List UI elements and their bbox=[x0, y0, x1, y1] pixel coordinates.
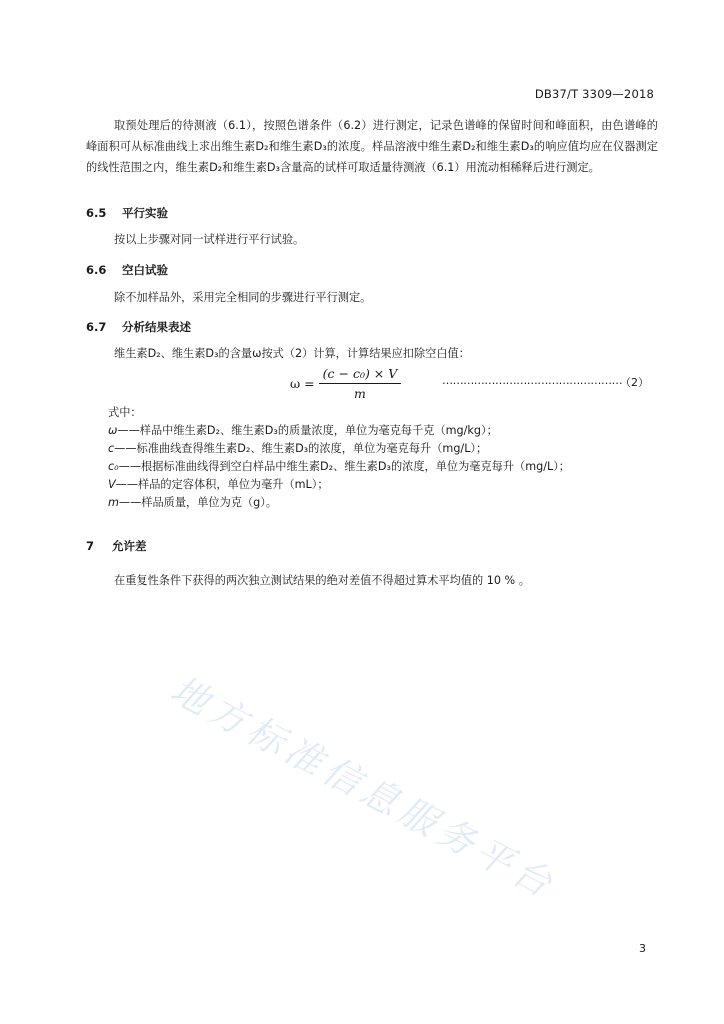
equation-lhs: ω = bbox=[290, 375, 315, 391]
where-label: 式中： bbox=[108, 406, 142, 419]
section-number: 6.6 bbox=[86, 263, 107, 277]
section-heading-6-5 bbox=[86, 205, 168, 221]
equation-fraction bbox=[319, 366, 402, 401]
section-body-6-7: 维生素D₂、维生素D₃的含量ω按式（2）计算，计算结果应扣除空白值： bbox=[114, 347, 470, 360]
equation-2 bbox=[290, 363, 401, 403]
equation-denominator: m bbox=[354, 385, 366, 401]
section-heading-6-7 bbox=[86, 319, 191, 335]
section-number: 6.5 bbox=[86, 206, 107, 220]
where-item bbox=[108, 422, 498, 438]
section-title: 平行实验 bbox=[122, 206, 169, 220]
where-item bbox=[108, 458, 570, 474]
section-body-6-5: 按以上步骤对同一试样进行平行试验。 bbox=[114, 233, 305, 246]
where-item bbox=[108, 440, 487, 456]
where-symbol: m bbox=[108, 496, 119, 509]
where-symbol: V bbox=[108, 478, 116, 491]
where-text: ——样品质量，单位为克（g）。 bbox=[118, 496, 278, 509]
section-title: 分析结果表述 bbox=[122, 320, 192, 334]
where-symbol: c₀ bbox=[108, 460, 119, 473]
equation-leader-dots: …………………………………………… bbox=[442, 374, 623, 387]
where-item bbox=[108, 476, 329, 492]
section-number: 6.7 bbox=[86, 320, 107, 334]
intro-paragraph: 取预处理后的待测液（6.1），按照色谱条件（6.2）进行测定，记录色谱峰的保留时间和峰面积，由色谱峰的峰面积可从标准曲线上求出维生素D₂和维生素D₃的浓度。样品溶液中维生素D₂和维生素D₃的响应值均应在仪器测定的线性范围之内，维生素D₂和维生素D₃含量高的试样可取适量待测液（6.1）用流动相稀释后进行测定。 bbox=[86, 119, 658, 174]
where-item bbox=[108, 494, 277, 510]
section-number: 7 bbox=[86, 539, 95, 553]
watermark: 地方标准信息服务平台 bbox=[163, 667, 564, 908]
where-text: ——样品中维生素D₂、维生素D₃的质量浓度，单位为毫克每千克（mg/kg）； bbox=[117, 424, 498, 437]
where-text: ——标准曲线查得维生素D₂、维生素D₃的浓度，单位为毫克每升（mg/L）； bbox=[114, 442, 488, 455]
where-text: ——根据标准曲线得到空白样品中维生素D₂、维生素D₃的浓度，单位为毫克每升（mg/L）； bbox=[118, 460, 570, 473]
section-body-7: 在重复性条件下获得的两次独立测试结果的绝对差值不得超过算术平均值的 10 % 。 bbox=[114, 574, 530, 587]
section-heading-6-6 bbox=[86, 262, 168, 278]
where-text: ——样品的定容体积，单位为毫升（mL）； bbox=[115, 478, 329, 491]
where-symbol: ω bbox=[108, 424, 118, 437]
section-body-6-6: 除不加样品外，采用完全相同的步骤进行平行测定。 bbox=[114, 291, 372, 304]
document-id: DB37/T 3309—2018 bbox=[534, 87, 654, 101]
section-title: 空白试验 bbox=[122, 263, 169, 277]
section-heading-7 bbox=[86, 538, 147, 554]
section-title: 允许差 bbox=[112, 539, 147, 553]
equation-numerator: (c − c₀) × V bbox=[319, 366, 402, 384]
where-symbol: c bbox=[108, 442, 115, 455]
page-number: 3 bbox=[639, 942, 646, 955]
equation-number: （2） bbox=[620, 376, 649, 389]
